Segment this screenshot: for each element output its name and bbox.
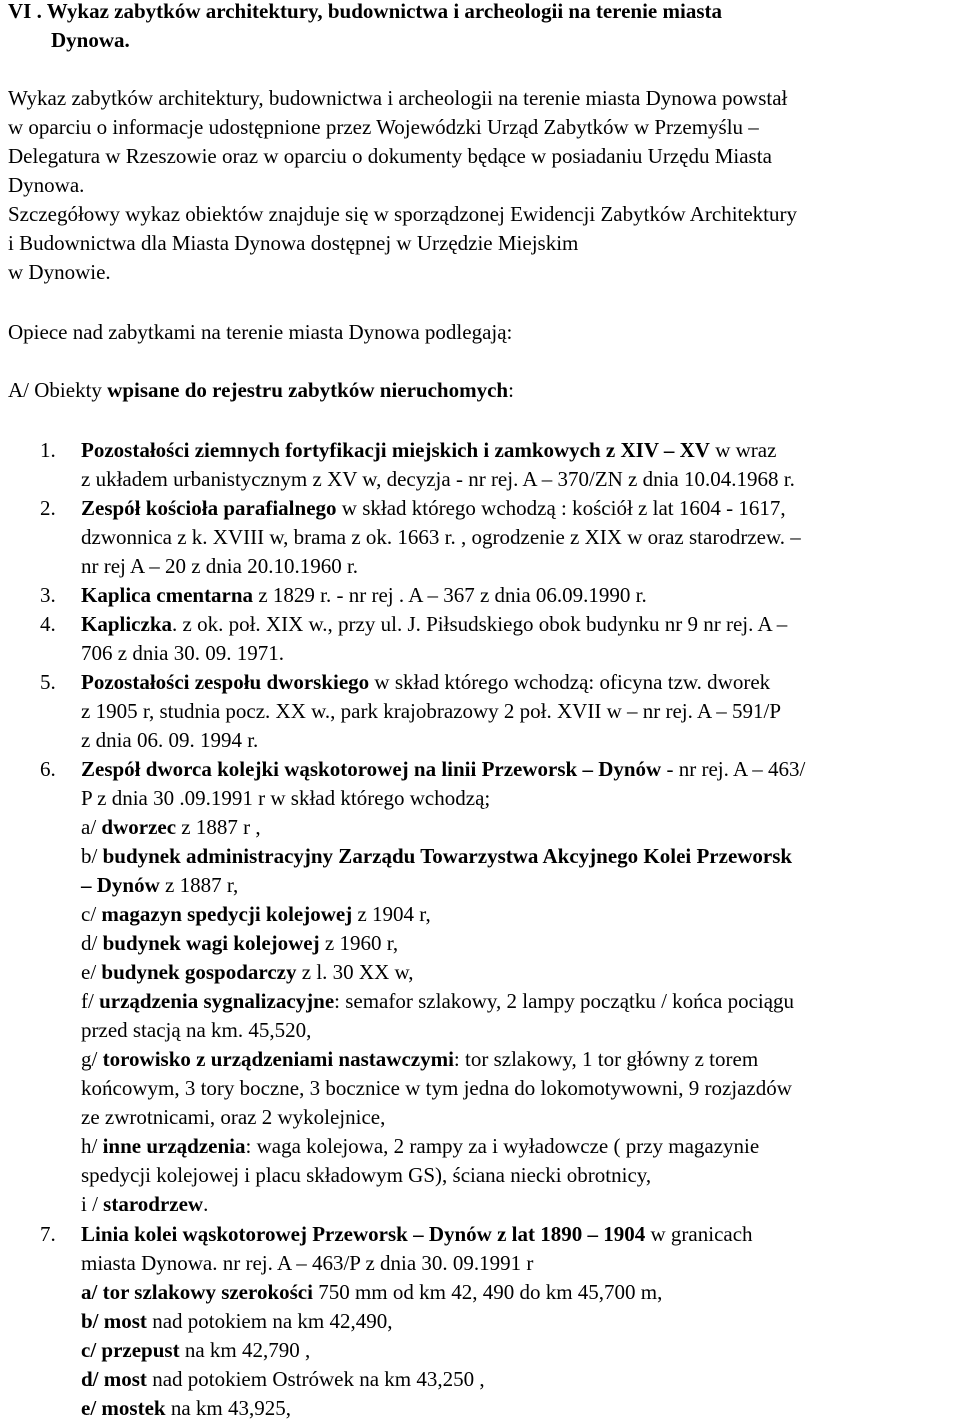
sub-item [81,813,261,842]
item-number: 7. [40,1222,56,1246]
sub-item [81,1336,310,1365]
sub-item-prefix: e/ [81,960,102,984]
item-number: 5. [40,670,56,694]
item-text: . z ok. poł. XIX w., przy ul. J. Piłsudskiego obok budynku nr 9 nr rej. A – [172,612,788,636]
sub-item-prefix: b/ [81,844,103,868]
intro-line: i Budownictwa dla Miasta Dynowa dostępnej w Urzędzie Miejskim [8,231,579,255]
section-a-bold: wpisane do rejestru zabytków nieruchomych [107,378,509,402]
item-line: 706 z dnia 30. 09. 1971. [81,641,284,665]
heading-line-2: Dynowa. [51,28,130,52]
sub-item-title: d/ most [81,1367,147,1391]
sub-item-title: budynek administracyjny Zarządu Towarzystwa Akcyjnego Kolei Przeworsk [102,844,793,868]
sub-item-prefix: g/ [81,1047,103,1071]
sub-item [81,1045,758,1074]
item-title: Kaplica cmentarna [81,583,254,607]
item-line: P z dnia 30 .09.1991 r w skład którego wchodzą; [81,786,491,810]
sub-item-text: : waga kolejowa, 2 rampy za i wyładowcze ( przy magazynie [245,1134,760,1158]
sub-item-prefix: f/ [81,989,100,1013]
sub-item-title: – Dynów [81,873,160,897]
item-line: z dnia 06. 09. 1994 r. [81,728,259,752]
sub-item-text: na km 43,925, [165,1396,291,1420]
section-a-title [8,376,514,405]
sub-item-text: z 1887 r, [159,873,239,897]
sub-item-text: na km 42,790 , [179,1338,311,1362]
sub-item-title: b/ most [81,1309,147,1333]
intro-line: Szczegółowy wykaz obiektów znajduje się w sporządzonej Ewidencji Zabytków Architektury [8,202,798,226]
care-paragraph: Opiece nad zabytkami na terenie miasta Dynowa podlegają: [8,320,513,344]
sub-item-title: c/ przepust [81,1338,180,1362]
intro-line: Wykaz zabytków architektury, budownictwa i archeologii na terenie miasta Dynowa powstał [8,86,788,110]
sub-item-title: inne urządzenia [102,1134,246,1158]
item-title: Kapliczka [81,612,173,636]
item-number: 1. [40,438,56,462]
item-text: - nr rej. A – 463/ [661,757,806,781]
item-number: 4. [40,612,56,636]
sub-item-title: magazyn spedycji kolejowej [101,902,353,926]
heading-line-1: VI . Wykaz zabytków architektury, budownictwa i archeologii na terenie miasta [8,0,722,23]
section-heading [8,0,948,55]
sub-item [81,1190,208,1219]
item-line: miasta Dynowa. nr rej. A – 463/P z dnia 30. 09.1991 r [81,1251,534,1275]
item-title: Pozostałości ziemnych fortyfikacji miejskich i zamkowych z XIV – XV [81,438,710,462]
sub-item-title: budynek wagi kolejowej [102,931,320,955]
sub-item-text: nad potokiem Ostrówek na km 43,250 , [146,1367,485,1391]
item-title: Zespół dworca kolejki wąskotorowej na linii Przeworsk – Dynów [81,757,662,781]
sub-item-title: dworzec [101,815,177,839]
item-text: z 1829 r. - nr rej . A – 367 z dnia 06.09.1990 r. [253,583,647,607]
sub-item [81,987,794,1016]
sub-item-text: z l. 30 XX w, [296,960,414,984]
sub-item [81,1394,291,1423]
item-line [81,610,787,639]
section-a-prefix: A/ Obiekty [8,378,108,402]
sub-item-text: ze zwrotnicami, oraz 2 wykolejnice, [81,1105,386,1129]
sub-item-title: urządzenia sygnalizacyjne [99,989,335,1013]
sub-item [81,842,792,871]
sub-item [81,958,414,987]
sub-item-prefix: a/ [81,815,102,839]
sub-item-text: przed stacją na km. 45,520, [81,1018,312,1042]
sub-item [81,1161,651,1190]
sub-item [81,1074,792,1103]
sub-item-text: z 1960 r, [319,931,399,955]
sub-item-prefix: d/ [81,931,103,955]
item-line [81,668,770,697]
item-line [81,494,786,523]
sub-item [81,1307,393,1336]
sub-item-text: : tor szlakowy, 1 tor główny z torem [453,1047,759,1071]
intro-line: w oparciu o informacje udostępnione przez Wojewódzki Urząd Zabytków w Przemyślu – [8,115,759,139]
item-number: 6. [40,757,56,781]
sub-item-text: 750 mm od km 42, 490 do km 45,700 m, [312,1280,663,1304]
sub-item-title: starodrzew [103,1192,204,1216]
sub-item [81,1365,485,1394]
sub-item [81,1132,759,1161]
item-text: w wraz [709,438,777,462]
item-text: w skład którego wchodzą: oficyna tzw. dworek [369,670,771,694]
item-title: Zespół kościoła parafialnego [81,496,337,520]
sub-item-prefix: i / [81,1192,104,1216]
item-line [81,581,647,610]
item-line: z układem urbanistycznym z XV w, decyzja - nr rej. A – 370/ZN z dnia 10.04.1968 r. [81,467,795,491]
sub-item-title: torowisko z urządzeniami nastawczymi [102,1047,454,1071]
section-a-suffix: : [508,378,514,402]
item-title: Pozostałości zespołu dworskiego [81,670,370,694]
sub-item [81,900,431,929]
sub-item [81,1278,662,1307]
sub-item-prefix: c/ [81,902,102,926]
sub-item-title: budynek gospodarczy [101,960,297,984]
sub-item-text: końcowym, 3 tory boczne, 3 bocznice w tym jedna do lokomotywowni, 9 rozjazdów [81,1076,792,1100]
sub-item [81,929,398,958]
item-line: dzwonnica z k. XVIII w, brama z ok. 1663 r. , ogrodzenie z XIX w oraz starodrzew. – [81,525,801,549]
item-text: w skład którego wchodzą : kościół z lat 1604 - 1617, [336,496,786,520]
item-line: nr rej A – 20 z dnia 20.10.1960 r. [81,554,359,578]
intro-line: w Dynowie. [8,260,111,284]
sub-item-title: e/ mostek [81,1396,166,1420]
sub-item-prefix: h/ [81,1134,103,1158]
intro-line: Dynowa. [8,173,85,197]
sub-item-text: z 1887 r , [176,815,261,839]
item-number: 3. [40,583,56,607]
sub-item-text: . [203,1192,209,1216]
item-line: z 1905 r, studnia pocz. XX w., park krajobrazowy 2 poł. XVII w – nr rej. A – 591/P [81,699,781,723]
sub-item [81,1016,311,1045]
item-line [81,1220,753,1249]
sub-item-text: z 1904 r, [352,902,431,926]
item-text: w granicach [645,1222,753,1246]
sub-item [81,1103,385,1132]
sub-item-title: a/ tor szlakowy szerokości [81,1280,313,1304]
sub-item [81,871,238,900]
item-line [81,436,776,465]
item-line [81,755,805,784]
sub-item-text: : semafor szlakowy, 2 lampy początku / końca pociągu [334,989,795,1013]
intro-line: Delegatura w Rzeszowie oraz w oparciu o dokumenty będące w posiadaniu Urzędu Miasta [8,144,772,168]
sub-item-text: spedycji kolejowej i placu składowym GS), ściana niecki obrotnicy, [81,1163,652,1187]
item-number: 2. [40,496,56,520]
item-title: Linia kolei wąskotorowej Przeworsk – Dynów z lat 1890 – 1904 [81,1222,646,1246]
sub-item-text: nad potokiem na km 42,490, [146,1309,393,1333]
